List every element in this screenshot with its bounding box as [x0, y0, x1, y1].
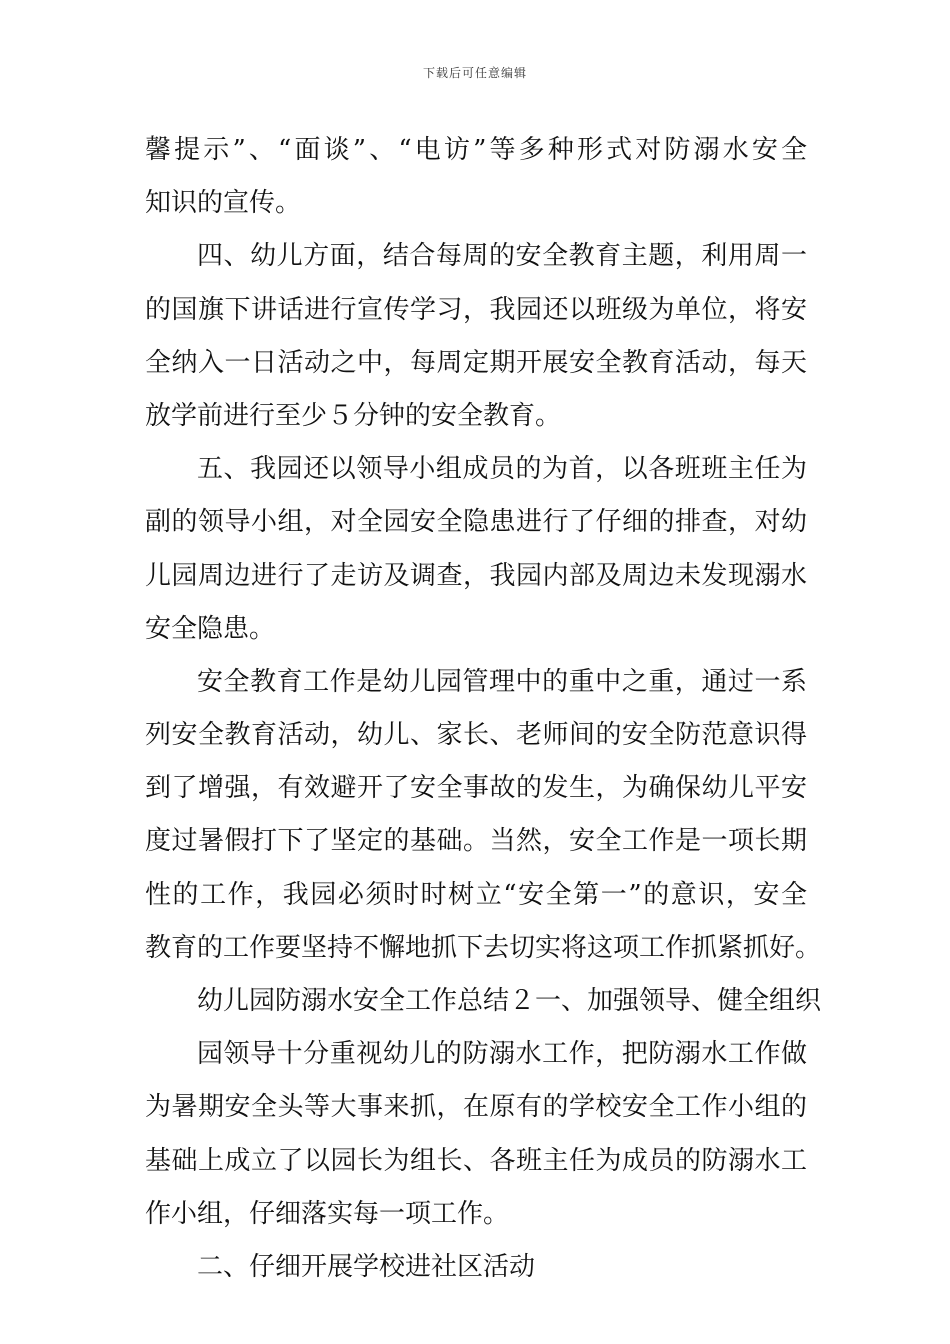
text-line: 副的领导小组，对全园安全隐患进行了仔细的排查，对幼	[145, 507, 807, 538]
text-line: 园领导十分重视幼儿的防溺水工作，把防溺水工作做	[197, 1039, 807, 1070]
text-line: 为暑期安全头等大事来抓，在原有的学校安全工作小组的	[145, 1092, 807, 1123]
text-line: 幼儿园防溺水安全工作总结２一、加强领导、健全组织	[197, 986, 822, 1016]
header-note: 下载后可任意编辑	[422, 66, 527, 80]
text-line: 到了增强，有效避开了安全事故的发生，为确保幼儿平安	[145, 773, 807, 804]
text-line: 四、幼儿方面，结合每周的安全教育主题，利用周一	[197, 241, 807, 272]
text-line: 二、仔细开展学校进社区活动	[197, 1251, 536, 1282]
document-body	[145, 124, 822, 1294]
text-line: 全纳入一日活动之中，每周定期开展安全教育活动，每天	[145, 347, 807, 378]
text-line: 基础上成立了以园长为组长、各班主任为成员的防溺水工	[145, 1145, 807, 1176]
text-line: 教育的工作要坚持不懈地抓下去切实将这项工作抓紧抓好。	[145, 932, 822, 963]
text-line: 的国旗下讲话进行宣传学习，我园还以班级为单位，将安	[145, 294, 807, 325]
text-line: 性的工作，我园必须时时树立“安全第一”的意识，安全	[145, 879, 807, 910]
text-line: 放学前进行至少５分钟的安全教育。	[145, 400, 562, 431]
text-line: 列安全教育活动，幼儿、家长、老师间的安全防范意识得	[145, 720, 807, 751]
text-line: 安全教育工作是幼儿园管理中的重中之重，通过一系	[197, 666, 807, 697]
text-line: 度过暑假打下了坚定的基础。当然，安全工作是一项长期	[145, 826, 807, 857]
text-line: 知识的宣传。	[145, 188, 302, 219]
text-line: 五、我园还以领导小组成员的为首，以各班班主任为	[197, 454, 807, 485]
text-line: 作小组，仔细落实每一项工作。	[145, 1198, 510, 1229]
text-line: 馨提示”、“面谈”、“电访”等多种形式对防溺水安全	[145, 135, 807, 165]
text-line: 儿园周边进行了走访及调查，我园内部及周边未发现溺水	[145, 560, 807, 591]
text-line: 安全隐患。	[145, 613, 276, 644]
